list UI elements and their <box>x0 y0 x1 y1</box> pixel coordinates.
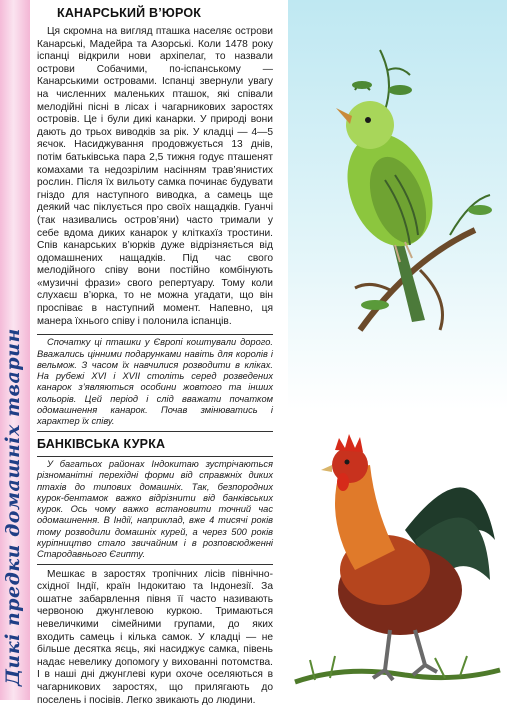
canary-heading: КАНАРСЬКИЙ В’ЮРОК <box>57 6 202 20</box>
canary-note <box>37 334 273 431</box>
canary-bird-illustration <box>300 30 500 360</box>
junglefowl-note <box>37 456 273 565</box>
junglefowl-body: Мешкає в заростях тропічних лісів північно-східної Індії, країн Індокитаю та Індонезії. За ошатне забарвлення півня її часто називають червоною джунглевою куркою. Тримаються невеличкими сімейними групами, до яких входить самець і кілька самок. У кладці — не більше десятка яєць, які насиджує самка, півень надає невелику допомогу у вихованні потомства. І в наші дні джунглеві кури охоче оселяються в чагарникових заростях, що прилягають до поселень і посівів. Легко звикають до людини. <box>37 568 273 706</box>
junglefowl-note-text: У багатьох районах Індокитаю зустрічаються різноманітні перехідні форми від справжніх диких птахів до типових домашніх. Так, безпородних курок-бентамок важко відрізнити від банківських курок. Ось чому важко встановити точний час одомашнення. В Індії, наприклад, вже 4 тисячі років тому розводили домашніх курей, а через 500 років куріпництво стало звичайним і в розповсюдженні Стародавнього Єгипту. <box>37 459 273 560</box>
canary-section <box>37 6 273 432</box>
junglefowl-heading: БАНКІВСЬКА КУРКА <box>37 437 166 451</box>
rooster-illustration <box>285 420 507 690</box>
canary-note-text: Спочатку ці пташки у Європі коштували дорого. Вважались цінними подарунками навіть для королів і вельмож. З часом їх навчилися розводити в кліках. На рубежі XVI і XVII століть серед розведених канарок з’являються особини жовтого та інших кольорів. Цей період і слід вважати початком одомашнення канарок. Почав змінюватись і характер їх співу. <box>37 337 273 427</box>
canary-body: Ця скромна на вигляд пташка населяє острови Канарські, Мадейра та Азорські. Коли 1478 року іспанці відкрили нови архіпелаг, то назвали острови Собачими, по-іспанському — Канарськими островами. Іспанці звернули увагу на численних маленьких пташок, які співали мелодійні пісні в лісах і чагарникових заростях островів. Це і були дикі канарки. У природі вони дають до трьох виводків за рік. У кладці — 4—5 яєчок. Насиджування продовжується 13 днів, потім батьківська пара 2,5 тижня годує пташенят комахами та недозрілим насінням трав’янистих рослин. Після їх вильоту самка починає будувати гніздо для наступного виводка, а самець ще деякий час піклується про своїх нащадків. Гуанчі (так називались остров’яни) часто тримали у себе вдома диких канарок у кліткахїз тростини. Спів канарських в’юрків дуже відрізняється від одомашнених нащадків. Під час свого мелодійного співу вони постійно комбінують «музичні фрази» свого репертуару. Тому коли слухаєш в’юрка, то не можна угадати, що він проспіває в наступний момент. Напевно, ця манера їхнього співу і полонила іспанців. <box>37 26 273 327</box>
section-sidebar <box>0 0 30 700</box>
section-title: Дикі предки домашніх тварин <box>2 328 24 686</box>
junglefowl-section <box>37 437 273 707</box>
